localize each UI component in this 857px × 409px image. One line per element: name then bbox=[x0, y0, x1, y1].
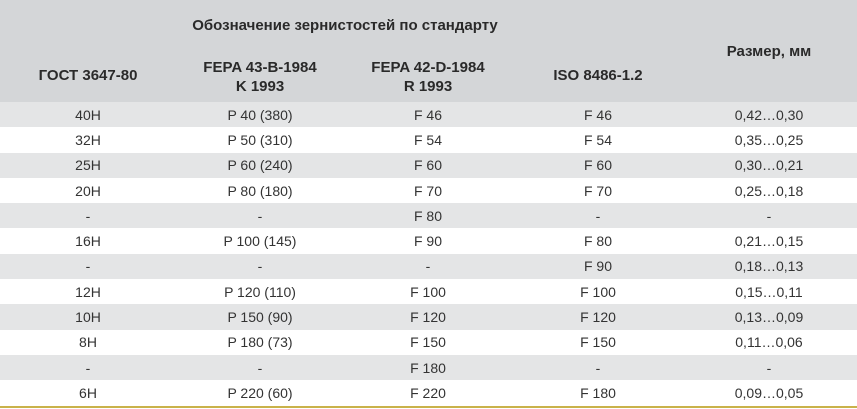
cell-size: 0,18…0,13 bbox=[734, 258, 804, 275]
column-header-fepa42-line2: R 1993 bbox=[403, 78, 453, 95]
bottom-rule bbox=[0, 406, 857, 408]
cell-fepa43: - bbox=[257, 207, 263, 224]
cell-iso: F 180 bbox=[580, 384, 616, 401]
cell-gost: - bbox=[85, 359, 91, 376]
cell-gost: 40Н bbox=[75, 106, 101, 123]
cell-gost: - bbox=[85, 258, 91, 275]
table-row bbox=[0, 127, 857, 152]
column-header-fepa43-line1: FEPA 43-B-1984 bbox=[203, 59, 317, 76]
cell-fepa43: P 80 (180) bbox=[227, 182, 293, 199]
column-header-size: Размер, мм bbox=[726, 43, 812, 60]
cell-gost: - bbox=[85, 207, 91, 224]
column-header-fepa42-line1: FEPA 42-D-1984 bbox=[371, 59, 485, 76]
cell-fepa43: P 100 (145) bbox=[223, 233, 297, 250]
table-row bbox=[0, 228, 857, 253]
cell-fepa43: P 220 (60) bbox=[227, 384, 293, 401]
cell-iso: F 60 bbox=[583, 157, 612, 174]
cell-size: - bbox=[766, 207, 772, 224]
cell-size: 0,13…0,09 bbox=[734, 309, 804, 326]
table-row bbox=[0, 279, 857, 304]
table-row bbox=[0, 153, 857, 178]
cell-size: 0,30…0,21 bbox=[734, 157, 804, 174]
table-body bbox=[0, 102, 857, 406]
cell-fepa42: F 70 bbox=[413, 182, 442, 199]
cell-iso: F 46 bbox=[583, 106, 612, 123]
cell-fepa42: F 60 bbox=[413, 157, 442, 174]
cell-iso: - bbox=[595, 207, 601, 224]
cell-fepa42: F 80 bbox=[413, 207, 442, 224]
column-header-fepa42 bbox=[344, 58, 512, 96]
table-header bbox=[0, 0, 857, 102]
table-row bbox=[0, 203, 857, 228]
cell-size: 0,25…0,18 bbox=[734, 182, 804, 199]
cell-gost: 12Н bbox=[75, 283, 101, 300]
table-row bbox=[0, 330, 857, 355]
cell-iso: F 90 bbox=[583, 258, 612, 275]
table-row bbox=[0, 178, 857, 203]
cell-fepa42: F 180 bbox=[410, 359, 446, 376]
cell-fepa43: P 50 (310) bbox=[227, 131, 293, 148]
cell-iso: - bbox=[595, 359, 601, 376]
cell-fepa42: F 150 bbox=[410, 334, 446, 351]
cell-gost: 32Н bbox=[75, 131, 101, 148]
column-header-fepa43-line2: K 1993 bbox=[235, 78, 285, 95]
cell-gost: 10Н bbox=[75, 309, 101, 326]
cell-fepa43: P 40 (380) bbox=[227, 106, 293, 123]
table-row bbox=[0, 304, 857, 329]
table-row bbox=[0, 380, 857, 405]
cell-size: 0,15…0,11 bbox=[735, 283, 803, 300]
cell-iso: F 150 bbox=[580, 334, 616, 351]
cell-fepa43: - bbox=[257, 359, 263, 376]
cell-iso: F 80 bbox=[583, 233, 612, 250]
cell-iso: F 120 bbox=[580, 309, 616, 326]
column-header-iso: ISO 8486-1.2 bbox=[553, 67, 643, 84]
cell-size: 0,09…0,05 bbox=[734, 384, 804, 401]
cell-size: 0,42…0,30 bbox=[734, 106, 804, 123]
table-row bbox=[0, 254, 857, 279]
cell-fepa43: P 120 (110) bbox=[224, 283, 296, 300]
cell-gost: 16Н bbox=[75, 233, 101, 250]
table-row bbox=[0, 102, 857, 127]
table-row bbox=[0, 355, 857, 380]
cell-gost: 6Н bbox=[79, 384, 97, 401]
cell-fepa42: F 54 bbox=[413, 131, 442, 148]
cell-size: 0,11…0,06 bbox=[735, 334, 803, 351]
cell-fepa43: P 180 (73) bbox=[227, 334, 293, 351]
cell-iso: F 70 bbox=[583, 182, 612, 199]
cell-fepa42: F 46 bbox=[413, 106, 442, 123]
cell-size: 0,21…0,15 bbox=[734, 233, 804, 250]
cell-fepa42: F 100 bbox=[410, 283, 446, 300]
cell-iso: F 100 bbox=[580, 283, 616, 300]
cell-size: 0,35…0,25 bbox=[734, 131, 804, 148]
cell-fepa42: F 90 bbox=[413, 233, 442, 250]
group-title: Обозначение зернистостей по стандарту bbox=[192, 17, 498, 34]
column-header-fepa43 bbox=[176, 58, 344, 96]
cell-fepa43: P 150 (90) bbox=[227, 309, 293, 326]
column-header-gost: ГОСТ 3647-80 bbox=[38, 67, 138, 84]
cell-iso: F 54 bbox=[583, 131, 612, 148]
cell-gost: 25Н bbox=[75, 157, 101, 174]
cell-size: - bbox=[766, 359, 772, 376]
cell-fepa43: - bbox=[257, 258, 263, 275]
cell-gost: 20Н bbox=[75, 182, 101, 199]
cell-fepa42: - bbox=[425, 258, 431, 275]
cell-gost: 8Н bbox=[79, 334, 97, 351]
cell-fepa42: F 220 bbox=[410, 384, 446, 401]
cell-fepa42: F 120 bbox=[410, 309, 446, 326]
cell-fepa43: P 60 (240) bbox=[227, 157, 293, 174]
